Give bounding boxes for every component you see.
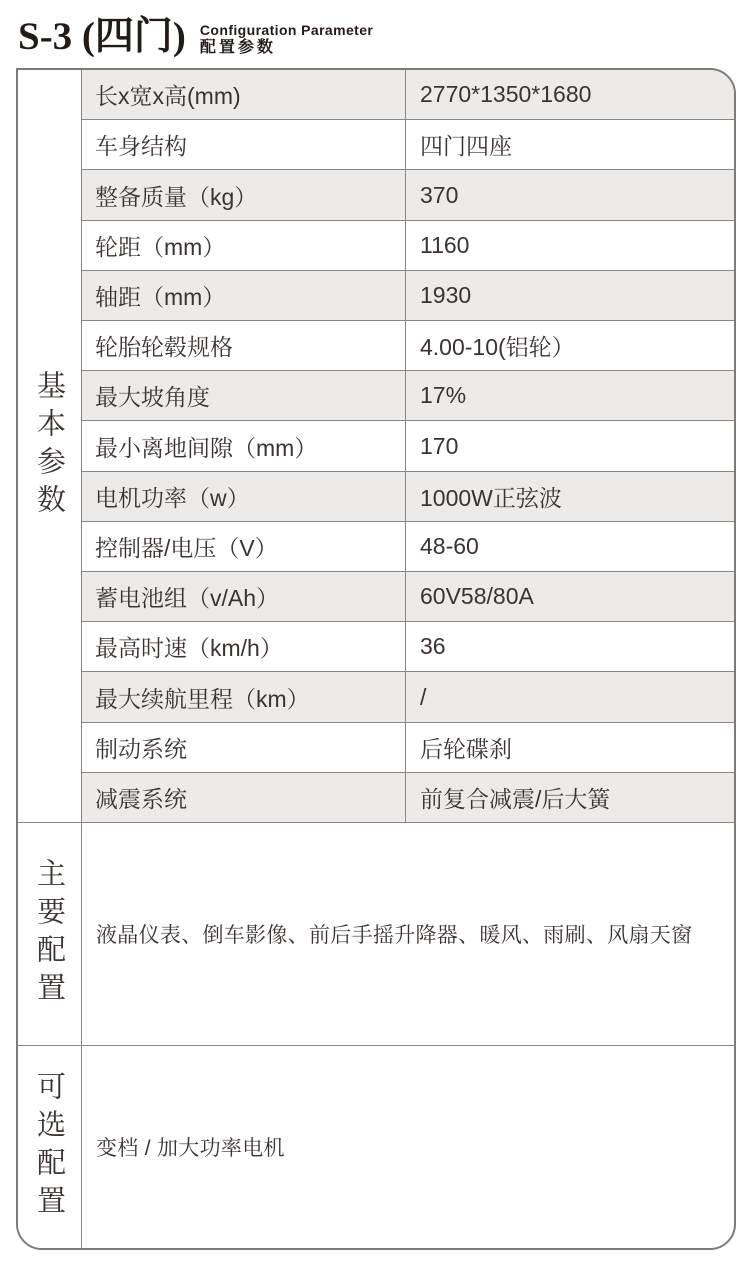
param-value-cell: 后轮碟刹: [420, 735, 512, 762]
param-value-cell: 前复合减震/后大簧: [420, 785, 611, 812]
table-row: [82, 169, 734, 219]
section-label-text: 主要配置: [33, 858, 65, 1010]
table-row: [82, 571, 734, 621]
section-main-config: [18, 822, 734, 1045]
subtitle-chinese: 配置参数: [199, 38, 276, 56]
main-config-content: 液晶仪表、倒车影像、前后手摇升降器、暖风、雨刷、风扇天窗: [96, 924, 693, 947]
param-name-cell: 最高时速（km/h）: [82, 622, 406, 671]
table-row: [82, 70, 734, 119]
param-name-cell: 蓄电池组（v/Ah）: [82, 572, 406, 621]
param-name-cell: 轮胎轮毂规格: [82, 321, 406, 370]
param-name-cell: 轮距（mm）: [82, 221, 406, 270]
section-optional-config: [18, 1045, 734, 1248]
optional-config-content: 变档 / 加大功率电机: [96, 1137, 285, 1160]
param-value-cell: 60V58/80A: [420, 583, 534, 610]
param-name-cell: 制动系统: [82, 723, 406, 772]
section-label-text: 基本参数: [33, 370, 65, 522]
param-name-cell: 最小离地间隙（mm）: [82, 421, 406, 470]
spec-table: [16, 68, 736, 1250]
param-value-cell: 2770*1350*1680: [420, 81, 592, 108]
param-value-cell: 1000W正弦波: [420, 484, 562, 511]
table-row: [82, 270, 734, 320]
section-basic-params: [18, 70, 734, 822]
param-value-cell: 17%: [420, 382, 467, 409]
param-name-cell: 整备质量（kg）: [82, 170, 406, 219]
param-value-cell: 170: [420, 432, 459, 459]
param-name-cell: 减震系统: [82, 773, 406, 822]
table-row: [82, 671, 734, 721]
section-label-optional-config: [18, 1046, 82, 1248]
section-label-text: 可选配置: [33, 1071, 65, 1223]
model-title: S-3 (四门): [18, 15, 186, 58]
param-value-cell: 370: [420, 181, 459, 208]
param-value-cell: 1930: [420, 281, 472, 308]
param-value-cell: 48-60: [420, 532, 479, 559]
param-name-cell: 最大坡角度: [82, 371, 406, 420]
table-row: [82, 772, 734, 822]
table-row: [82, 722, 734, 772]
table-row: [82, 220, 734, 270]
header: [18, 14, 373, 60]
table-row: [82, 320, 734, 370]
param-name-cell: 电机功率（w）: [82, 472, 406, 521]
basic-rows: [82, 70, 734, 822]
param-name-cell: 长x宽x高(mm): [82, 70, 406, 119]
table-row: [82, 521, 734, 571]
table-row: [82, 370, 734, 420]
param-value-cell: /: [420, 683, 427, 710]
param-name-cell: 轴距（mm）: [82, 271, 406, 320]
section-label-main-config: [18, 823, 82, 1045]
table-row: [82, 420, 734, 470]
section-label-basic-params: [18, 70, 82, 822]
param-value-cell: 36: [420, 633, 446, 660]
param-name-cell: 车身结构: [82, 120, 406, 169]
param-value-cell: 1160: [420, 231, 470, 258]
table-row: [82, 621, 734, 671]
subtitle-block: [200, 23, 373, 56]
subtitle-english: Configuration Parameter: [199, 22, 374, 38]
param-name-cell: 控制器/电压（V）: [82, 522, 406, 571]
param-value-cell: 四门四座: [420, 133, 512, 160]
param-name-cell: 最大续航里程（km）: [82, 672, 406, 721]
table-row: [82, 471, 734, 521]
table-row: [82, 119, 734, 169]
param-value-cell: 4.00-10(铝轮）: [420, 334, 575, 361]
